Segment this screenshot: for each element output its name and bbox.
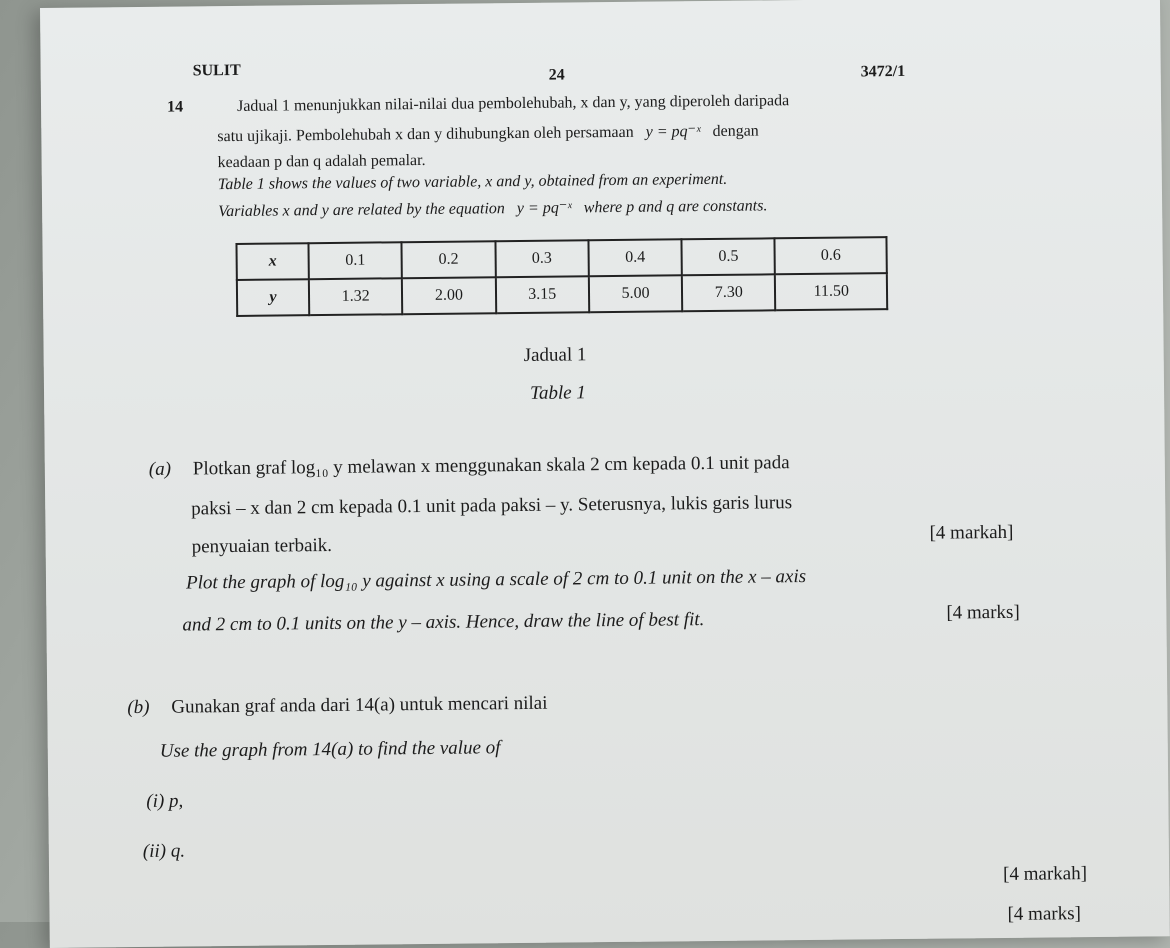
english-equation: y = pq⁻ˣ — [516, 199, 572, 218]
table-cell-x-4: 0.4 — [588, 239, 682, 276]
table-cell-x-2: 0.2 — [402, 241, 496, 278]
part-b-malay: Gunakan graf anda dari 14(a) untuk mencari nilai — [171, 692, 548, 718]
table-cell-y-1: 1.32 — [309, 278, 403, 315]
header-page-number: 24 — [548, 66, 565, 84]
exam-paper — [40, 0, 1170, 948]
part-a-malay-line-2: paksi – x dan 2 cm kepada 0.1 unit pada paksi – y. Seterusnya, lukis garis lurus — [191, 492, 793, 520]
part-b-malay-marks: [4 markah] — [1003, 863, 1088, 885]
malay-equation: y = pq⁻ˣ — [645, 123, 701, 141]
part-b-english: Use the graph from 14(a) to find the value of — [159, 737, 501, 762]
part-a-english-marks: [4 marks] — [946, 601, 1020, 624]
malay-intro-line-2 — [217, 120, 759, 146]
english-intro-line-2 — [218, 195, 767, 221]
table-cell-x-1: 0.1 — [308, 242, 402, 279]
part-a-malay-line-3: penyuaian terbaik. — [191, 534, 333, 558]
malay-intro-line-1: Jadual 1 menunjukkan nilai-nilai dua pembolehubah, x dan y, yang diperoleh daripada — [236, 92, 790, 115]
part-a-label: (a) — [148, 458, 172, 480]
english-intro-line-2a: Variables x and y are related by the equation — [218, 200, 505, 221]
part-b-sub-ii: (ii) q. — [142, 840, 186, 862]
part-a-english-line-1: Plot the graph of log₁₀ y against x using a scale of 2 cm to 0.1 unit on the x – axis — [185, 566, 807, 594]
table-cell-y-3: 3.15 — [495, 276, 589, 313]
table-cell-x-3: 0.3 — [495, 240, 589, 277]
table-cell-y-5: 7.30 — [682, 274, 776, 311]
table-caption-english: Table 1 — [529, 382, 586, 404]
part-b-label: (b) — [127, 696, 150, 719]
header-sulit: SULIT — [192, 61, 241, 80]
part-b-sub-i: (i) p, — [146, 790, 184, 812]
table-row-y — [237, 273, 887, 316]
table-cell-y-2: 2.00 — [402, 277, 496, 314]
malay-intro-line-3: keadaan p dan q adalah pemalar. — [217, 151, 426, 172]
table-cell-y-6: 11.50 — [775, 273, 887, 310]
header-code: 3472/1 — [860, 62, 906, 81]
english-intro-line-1: Table 1 shows the values of two variable, x and y, obtained from an experiment. — [217, 170, 728, 194]
part-b-english-marks: [4 marks] — [1007, 903, 1081, 925]
malay-intro-line-2a: satu ujikaji. Pembolehubah x dan y dihubungkan oleh persamaan — [217, 123, 634, 146]
english-intro-line-2b: where p and q are constants. — [583, 197, 768, 217]
part-a-malay-line-1: Plotkan graf log₁₀ y melawan x menggunakan skala 2 cm kepada 0.1 unit pada — [192, 452, 790, 480]
table-caption-malay: Jadual 1 — [523, 344, 587, 366]
table-header-x: x — [236, 243, 308, 280]
part-a-malay-marks: [4 markah] — [929, 521, 1014, 544]
table-cell-y-4: 5.00 — [589, 275, 683, 312]
table-cell-x-6: 0.6 — [775, 237, 887, 274]
table-cell-x-5: 0.5 — [682, 238, 776, 275]
question-number: 14 — [166, 98, 184, 116]
part-a-english-line-2: and 2 cm to 0.1 units on the y – axis. Hence, draw the line of best fit. — [182, 609, 705, 636]
data-table — [235, 236, 888, 317]
malay-intro-line-2b: dengan — [712, 122, 759, 140]
table-header-y: y — [237, 279, 309, 316]
